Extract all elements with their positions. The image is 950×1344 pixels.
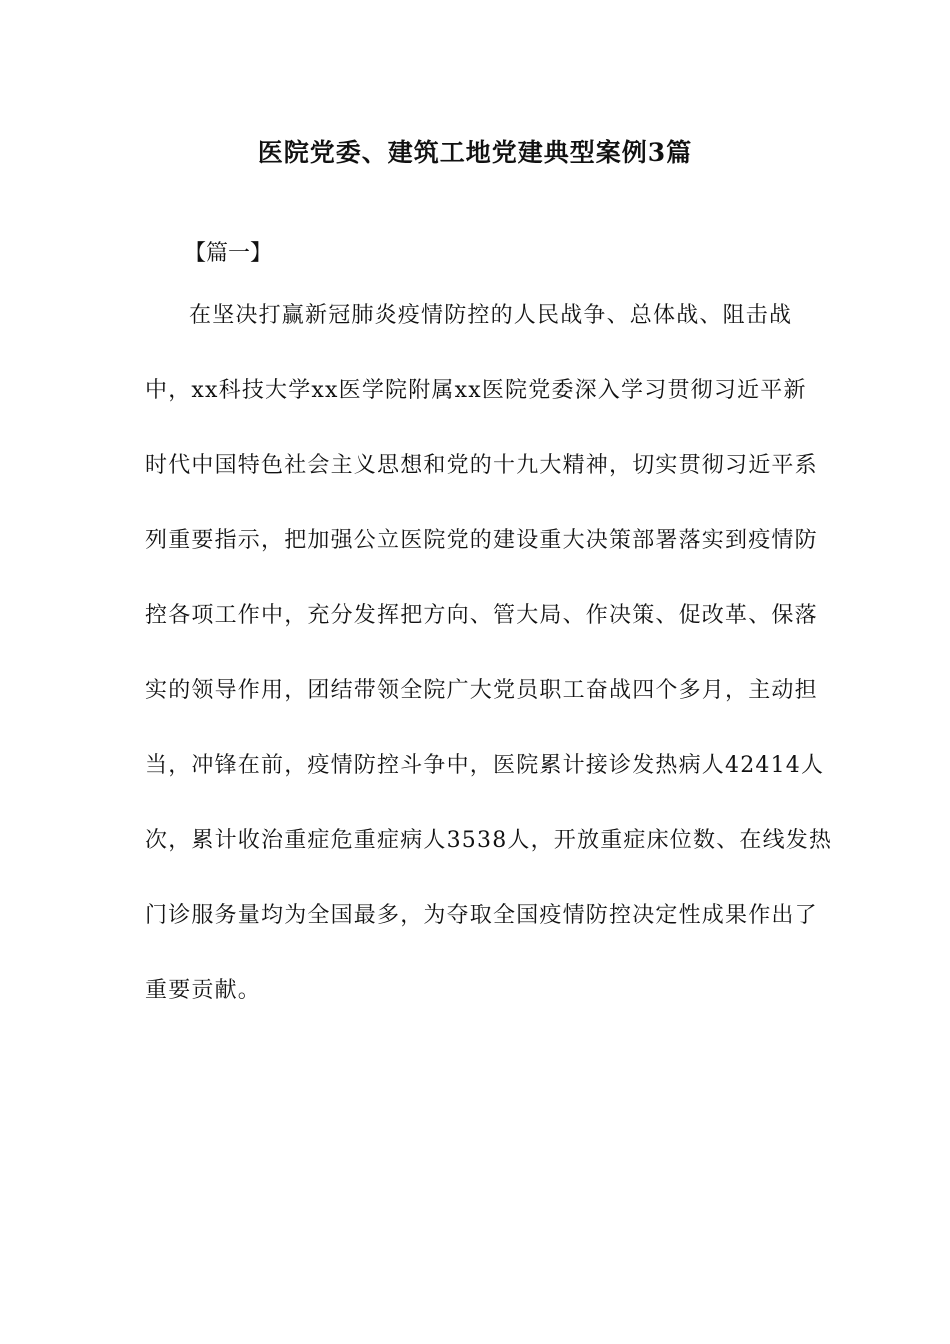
document-title: 医院党委、建筑工地党建典型案例3篇 bbox=[257, 138, 693, 167]
paragraph-line: 实的领导作用，团结带领全院广大党员职工奋战四个多月，主动担 bbox=[145, 678, 818, 703]
body-paragraph bbox=[145, 298, 833, 1048]
paragraph-line: 时代中国特色社会主义思想和党的十九大精神，切实贯彻习近平系 bbox=[145, 453, 818, 478]
paragraph-line: 在坚决打赢新冠肺炎疫情防控的人民战争、总体战、阻击战 bbox=[189, 303, 793, 328]
paragraph-line: 中，xx科技大学xx医学院附属xx医院党委深入学习贯彻习近平新 bbox=[145, 378, 807, 403]
paragraph-line: 重要贡献。 bbox=[145, 978, 262, 1003]
section-label: 【篇一】 bbox=[184, 241, 273, 266]
paragraph-line: 控各项工作中，充分发挥把方向、管大局、作决策、促改革、保落 bbox=[145, 603, 818, 628]
paragraph-line: 次，累计收治重症危重症病人3538人，开放重症床位数、在线发热 bbox=[145, 828, 833, 853]
paragraph-line: 列重要指示，把加强公立医院党的建设重大决策部署落实到疫情防 bbox=[145, 528, 818, 553]
paragraph-line: 门诊服务量均为全国最多，为夺取全国疫情防控决定性成果作出了 bbox=[145, 903, 818, 928]
paragraph-line: 当，冲锋在前，疫情防控斗争中，医院累计接诊发热病人42414人 bbox=[145, 753, 825, 778]
